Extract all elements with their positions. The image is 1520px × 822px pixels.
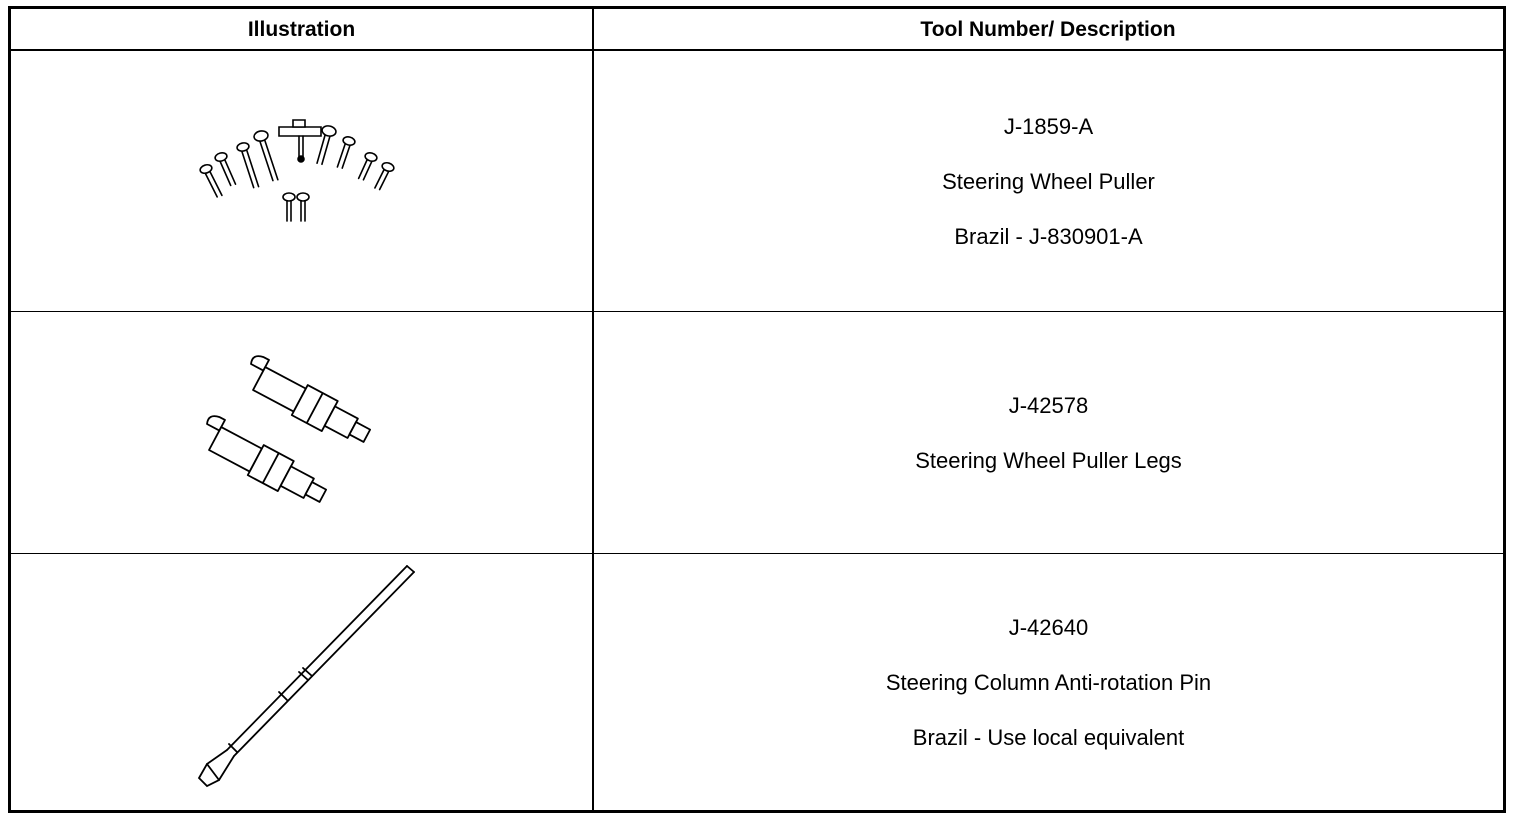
anti-rotation-pin-icon [11, 554, 592, 810]
description-cell [594, 312, 1503, 553]
tool-name: Steering Wheel Puller [942, 168, 1155, 194]
description-cell [594, 51, 1503, 311]
tool-number: J-1859-A [1003, 113, 1094, 139]
puller-bolt-set-icon [11, 51, 592, 311]
illustration-cell [11, 554, 592, 810]
tool-note: Brazil - J-830901-A [954, 223, 1143, 249]
tool-name: Steering Column Anti-rotation Pin [885, 669, 1212, 695]
header-illustration: Illustration [247, 18, 356, 41]
table-row [11, 554, 1503, 810]
tool-number: J-42578 [1008, 392, 1089, 418]
header-tool-description: Tool Number/ Description [920, 18, 1176, 41]
table-row [11, 312, 1503, 553]
tool-name: Steering Wheel Puller Legs [915, 447, 1182, 473]
puller-legs-icon [11, 312, 592, 553]
tool-number: J-42640 [1008, 614, 1089, 640]
tool-note: Brazil - Use local equivalent [912, 724, 1185, 750]
illustration-cell [11, 312, 592, 553]
tool-table [8, 6, 1506, 813]
description-cell [594, 554, 1503, 810]
illustration-cell [11, 51, 592, 311]
table-row [11, 51, 1503, 311]
